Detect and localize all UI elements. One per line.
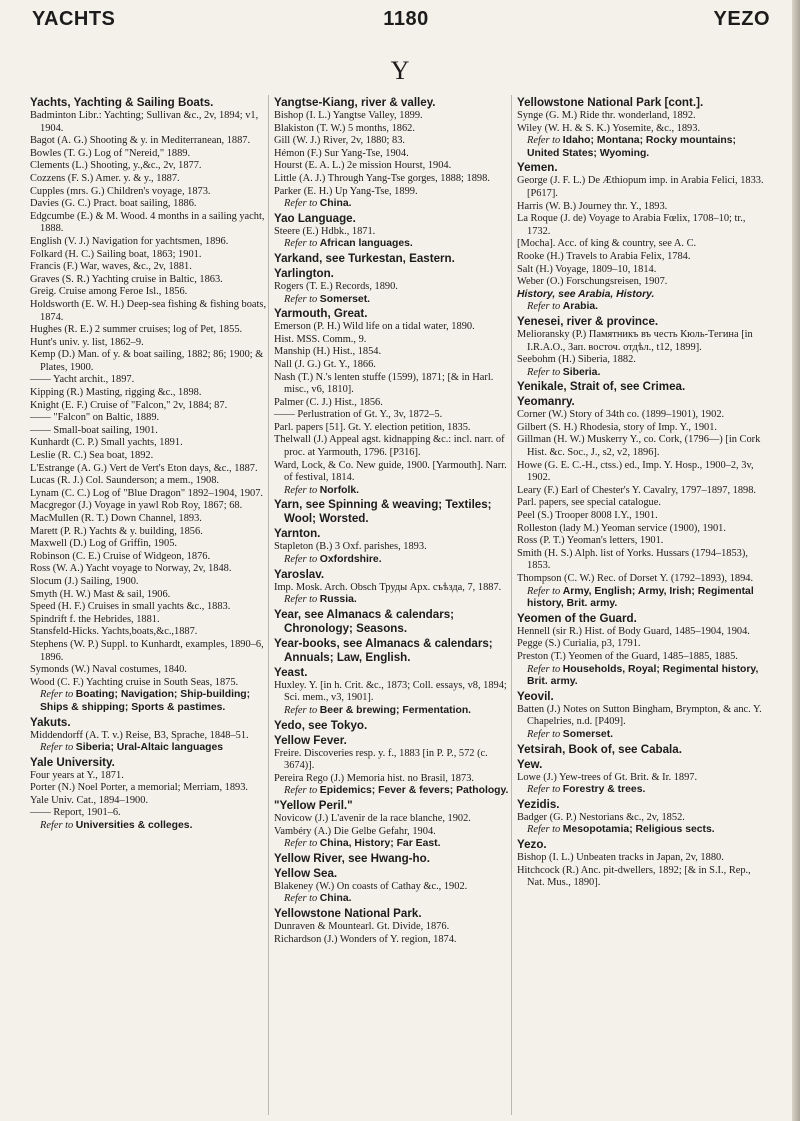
cross-reference-target: Somerset. [319,293,371,305]
section-letter: Y [390,56,410,85]
catalogue-entry: Graves (S. R.) Yachting cruise in Baltic, 1863. [30,273,223,285]
catalogue-entry: Melioransky (P.) Памятникъ въ честь Кюль-Тегина [in I.R.A.O., Зап. восточ. отдѣл., t12, 1899]. [517,328,753,353]
catalogue-entry: Lucas (R. J.) Col. Saunderson; a mem., 1908. [30,475,220,487]
catalogue-entry: Leslie (R. C.) Sea boat, 1892. [30,450,154,462]
catalogue-entry: Slocum (J.) Sailing, 1900. [30,575,139,587]
subject-heading: Yaroslav. [274,567,325,581]
catalogue-entry: Blakeney (W.) On coasts of Cathay &c., 1902. [274,880,468,892]
sub-heading: History, see Arabia, History. [517,288,655,300]
catalogue-entry: —— Small-boat sailing, 1901. [30,424,158,436]
catalogue-entry: Speed (H. F.) Cruises in small yachts &c., 1883. [30,601,231,613]
cross-reference-target: Somerset. [562,728,614,740]
cross-reference [274,554,514,567]
refer-to-label: Refer to [284,594,318,606]
catalogue-entry: [Mocha]. Acc. of king & country, see A. C. [517,238,697,250]
refer-to-label: Refer to [284,484,318,496]
catalogue-entry: Corner (W.) Story of 34th co. (1899–1901), 1902. [517,409,725,421]
cross-reference [274,785,514,798]
cross-reference-target: Forestry & trees. [562,784,646,796]
cross-reference-target: Oxfordshire. [319,554,382,566]
catalogue-entry: Smyth (H. W.) Mast & sail, 1906. [30,588,171,600]
catalogue-entry: Ward, Lock, & Co. New guide, 1900. [Yarmouth]. Narr. of festival, 1814. [274,459,507,484]
cross-reference [30,689,270,714]
refer-to-label: Refer to [284,198,318,210]
catalogue-entry: Rooke (H.) Travels to Arabia Felix, 1784. [517,250,691,262]
cross-reference [274,594,514,607]
catalogue-entry: Marett (P. R.) Yachts & y. building, 1856. [30,525,203,537]
catalogue-entry: Steere (E.) Hdbk., 1871. [274,225,376,237]
subject-heading: Yarnton. [274,527,321,541]
catalogue-entry: Dunraven & Mountearl. Gt. Divide, 1876. [274,920,450,932]
subject-heading: Yezidis. [517,797,560,811]
column-3 [517,95,765,890]
page-edge [792,0,800,1121]
catalogue-entry: Salt (H.) Voyage, 1809–10, 1814. [517,263,657,275]
catalogue-entry: Clements (L.) Shooting, y.,&c., 2v, 1877. [30,160,202,172]
page-number: 1180 [383,8,429,30]
catalogue-entry: Vambéry (A.) Die Gelbe Gefahr, 1904. [274,825,436,837]
catalogue-entry: George (J. F. L.) De Æthiopum imp. in Arabia Felici, 1833. [P617]. [517,175,764,199]
catalogue-entry: Kipping (R.) Masting, rigging &c., 1898. [30,387,202,399]
catalogue-entry: Macgregor (J.) Voyage in yawl Rob Roy, 1867; 68. [30,500,243,512]
cross-reference-target: China. [319,198,352,210]
catalogue-entry: Smith (H. S.) Alph. list of Yorks. Hussars (1794–1853), 1853. [517,547,748,572]
cross-reference [517,367,765,380]
catalogue-entry: Pegge (S.) Curialia, p3, 1791. [517,638,641,650]
catalogue-entry: Wood (C. F.) Yachting cruise in South Seas, 1875. [30,676,239,688]
refer-to-label: Refer to [284,238,318,250]
subject-heading: Yeast. [274,665,308,679]
cross-reference-target: China, History; Far East. [319,838,441,850]
column-2 [274,95,514,946]
catalogue-entry: Weber (O.) Forschungsreisen, 1907. [517,276,668,288]
catalogue-entry: Palmer (C. J.) Hist., 1856. [274,396,383,408]
cross-reference-target: Universities & colleges. [75,820,193,832]
cross-reference-target: African languages. [319,238,413,250]
catalogue-entry: Francis (F.) War, waves, &c., 2v, 1881. [30,261,192,273]
cross-reference-target: Mesopotamia; Religious sects. [562,824,715,836]
catalogue-entry: Stephens (W. P.) Suppl. to Kunhardt, examples, 1890–6, 1896. [30,638,264,663]
cross-reference-target: Siberia; Ural-Altaic languages [75,742,224,754]
catalogue-entry: Middendorff (A. T. v.) Reise, B3, Sprache, 1848–51. [30,729,249,741]
cross-reference-target: China. [319,893,352,905]
catalogue-entry: Greig. Cruise among Feroe Isl., 1856. [30,286,188,298]
catalogue-entry: —— Perlustration of Gt. Y., 3v, 1872–5. [274,409,443,421]
refer-to-label: Refer to [284,838,318,850]
cross-reference-target: Beer & brewing; Fermentation. [319,705,472,716]
catalogue-entry: Imp. Mosk. Arch. Obsch Труды Арх. съѣзда, 7, 1887. [274,581,502,593]
subject-heading: Yellowstone National Park. [274,906,422,920]
catalogue-entry: Rogers (T. E.) Records, 1890. [274,280,398,292]
catalogue-entry: Gilbert (S. H.) Rhodesia, story of Imp. Y., 1901. [517,421,718,433]
catalogue-entry: Robinson (C. E.) Cruise of Widgeon, 1876. [30,550,211,562]
catalogue-entry: Stapleton (B.) 3 Oxf. parishes, 1893. [274,541,427,553]
cross-reference-target: Russia. [319,594,357,606]
catalogue-entry: Kunhardt (C. P.) Small yachts, 1891. [30,437,183,449]
cross-reference-target: Arabia. [562,301,599,313]
cross-reference [517,135,765,160]
catalogue-entry: Bowles (T. G.) Log of "Nereid," 1889. [30,147,191,159]
column-1 [30,95,270,833]
cross-reference-target: Boating; Navigation; Ship-building; Ships & shipping; Sports & pastimes. [40,689,251,713]
subject-heading: Yellow Fever. [274,733,347,747]
subject-heading: Yedo, see Tokyo. [274,718,368,732]
catalogue-entry: Badger (G. P.) Nestorians &c., 2v, 1852. [517,811,685,823]
catalogue-entry: Huxley. Y. [in h. Crit. &c., 1873; Coll. essays, v8, 1894; Sci. mem., v3, 1901]. [274,679,507,704]
subject-heading: Yemen. [517,161,558,175]
refer-to-label: Refer to [527,824,561,836]
cross-reference [30,820,270,833]
catalogue-entry: Thelwall (J.) Appeal agst. kidnapping &c.: incl. narr. of proc. at Yarmouth, 1796. [P316]. [274,434,505,459]
subject-heading: Year-books, see Almanacs & calendars; Annuals; Law, English. [274,636,493,664]
cross-reference-target: Army, English; Army, Irish; Regimental history, Brit. army. [527,585,754,610]
catalogue-entry: Bagot (A. G.) Shooting & y. in Mediterranean, 1887. [30,135,251,147]
catalogue-entry: Peel (S.) Trooper 8008 I.Y., 1901. [517,510,658,522]
refer-to-label: Refer to [527,585,561,597]
catalogue-entry: —— Report, 1901–6. [30,807,121,819]
catalogue-entry: Badminton Libr.: Yachting; Sullivan &c., 2v, 1894; v1, 1904. [30,110,259,134]
catalogue-entry: Hémon (F.) Sur Yang-Tse, 1904. [274,147,409,159]
subject-heading: Yellow Sea. [274,866,338,880]
subject-heading: Yakuts. [30,715,71,729]
catalogue-entry: Hennell (sir R.) Hist. of Body Guard, 1485–1904, 1904. [517,625,750,637]
catalogue-entry: MacMullen (R. T.) Down Channel, 1893. [30,513,202,524]
catalogue-entry: Novicow (J.) L'avenir de la race blanche, 1902. [274,812,471,824]
cross-reference [517,301,765,314]
catalogue-entry: Gill (W. J.) River, 2v, 1880; 83. [274,135,405,147]
catalogue-entry: Gillman (H. W.) Muskerry Y., co. Cork, (1796—) [in Cork Hist. &c. Soc., J., s2, v2, 1896]. [517,434,761,459]
cross-reference [274,238,514,251]
catalogue-entry: Hourst (E. A. L.) 2e mission Hourst, 1904. [274,160,452,172]
cross-reference [274,705,514,718]
catalogue-entry: Nall (J. G.) Gt. Y., 1866. [274,358,376,370]
cross-reference [517,729,765,742]
catalogue-entry: La Roque (J. de) Voyage to Arabia Fœlix, 1708–10; tr., 1732. [517,213,746,237]
subject-heading: Yarkand, see Turkestan, Eastern. [274,251,455,265]
refer-to-label: Refer to [527,366,561,378]
catalogue-entry: L'Estrange (A. G.) Vert de Vert's Eton days, &c., 1887. [30,462,258,474]
subject-heading: Yellow River, see Hwang-ho. [274,851,430,865]
catalogue-entry: Hughes (R. E.) 2 summer cruises; log of Pet, 1855. [30,324,243,336]
catalogue-entry: Symonds (W.) Naval costumes, 1840. [30,664,187,676]
catalogue-entry: Lynam (C. C.) Log of "Blue Dragon" 1892–1904, 1907. [30,487,264,499]
cross-reference [274,294,514,307]
catalogue-entry: Porter (N.) Noel Porter, a memorial; Merriam, 1893. [30,782,249,794]
catalogue-entry: Cupples (mrs. G.) Children's voyage, 1873. [30,185,211,197]
catalogue-entry: Seebohm (H.) Siberia, 1882. [517,354,636,366]
catalogue-entry: Blakiston (T. W.) 5 months, 1862. [274,122,415,134]
subject-heading: Yeomen of the Guard. [517,611,637,625]
refer-to-label: Refer to [527,301,561,313]
catalogue-entry: Knight (E. F.) Cruise of "Falcon," 2v, 1884; 87. [30,399,228,411]
subject-heading: Yangtse-Kiang, river & valley. [274,96,436,109]
subject-heading: "Yellow Peril." [274,798,353,812]
catalogue-entry: Folkard (H. C.) Sailing boat, 1863; 1901. [30,248,202,260]
cross-reference [517,824,765,837]
running-header [32,4,780,40]
subject-heading: Year, see Almanacs & calendars; Chronology; Seasons. [274,607,455,635]
refer-to-label: Refer to [284,785,318,797]
subject-heading: Yenesei, river & province. [517,314,659,328]
catalogue-entry: Emerson (P. H.) Wild life on a tidal water, 1890. [274,321,475,333]
subject-heading: Yellowstone National Park [cont.]. [517,96,704,109]
catalogue-entry: Leary (F.) Earl of Chester's Y. Cavalry, 1797–1897, 1898. [517,484,757,496]
cross-reference [274,838,514,851]
refer-to-label: Refer to [284,705,318,716]
catalogue-entry: Synge (G. M.) Ride thr. wonderland, 1892. [517,110,696,121]
subject-heading: Yenikale, Strait of, see Crimea. [517,380,686,394]
subject-heading: Yeomanry. [517,395,575,409]
refer-to-label: Refer to [40,742,74,754]
refer-to-label: Refer to [40,820,74,832]
catalogue-entry: Howe (G. E. C.-H., ctss.) ed., Imp. Y. Hosp., 1900–2, 3v, 1902. [517,459,754,484]
catalogue-entry: —— "Falcon" on Baltic, 1889. [30,412,160,424]
catalogue-entry: Yale Univ. Cat., 1894–1900. [30,794,149,806]
subject-heading: Yarn, see Spinning & weaving; Textiles; Wool; Worsted. [274,498,492,526]
cross-reference [30,742,270,755]
catalogue-entry: Hunt's univ. y. list, 1862–9. [30,336,144,348]
cross-reference-target: Households, Royal; Regimental history, Brit. army. [527,663,759,688]
catalogue-entry: Wiley (W. H. & S. K.) Yosemite, &c., 1893. [517,122,701,134]
catalogue-entry: Parl. papers, see special catalogue. [517,497,661,509]
catalogue-entry: Edgcumbe (E.) & M. Wood. 4 months in a sailing yacht, 1888. [30,210,265,235]
cross-reference [274,485,514,498]
cross-reference-target: Idaho; Montana; Rocky mountains; United States; Wyoming. [527,135,736,159]
catalogue-entry: Pereira Rego (J.) Memoria hist. no Brasil, 1873. [274,772,474,784]
subject-heading: Yachts, Yachting & Sailing Boats. [30,96,214,109]
catalogue-entry: Batten (J.) Notes on Sutton Bingham, Brympton, & anc. Y. Chapelries, n.d. [P409]. [517,703,762,728]
catalogue-entry: Freire. Discoveries resp. y. f., 1883 [in P. P., 572 (c. 3674)]. [274,747,488,772]
catalogue-entry: Little (A. J.) Through Yang-Tse gorges, 1888; 1898. [274,172,490,184]
catalogue-entry: Hitchcock (R.) Anc. pit-dwellers, 1892; [& in S.I., Rep., Nat. Mus., 1890]. [517,864,751,889]
refer-to-label: Refer to [40,689,74,701]
catalogue-entry: Manship (H.) Hist., 1854. [274,346,382,358]
catalogue-entry: Lowe (J.) Yew-trees of Gt. Brit. & Ir. 1897. [517,771,698,783]
header-right-word: YEZO [713,8,770,30]
header-left-word: YACHTS [32,8,116,30]
subject-heading: Yao Language. [274,211,356,225]
catalogue-entry: Cozzens (F. S.) Amer. y. & y., 1887. [30,172,180,184]
catalogue-entry: Harris (W. B.) Journey thr. Y., 1893. [517,200,668,212]
refer-to-label: Refer to [284,554,318,566]
subject-heading: Yetsirah, Book of, see Cabala. [517,742,682,756]
subject-heading: Yew. [517,757,543,771]
subject-heading: Yarmouth, Great. [274,307,368,321]
catalogue-entry: —— Yacht archit., 1897. [30,374,135,386]
catalogue-entry: Kemp (D.) Man. of y. & boat sailing, 1882; 86; 1900; & Plates, 1900. [30,349,264,373]
refer-to-label: Refer to [527,663,561,675]
catalogue-entry: Parl. papers [51]. Gt. Y. election petition, 1835. [274,421,471,433]
cross-reference [274,198,514,211]
cross-reference [517,586,765,611]
subject-heading: Yale University. [30,755,115,769]
catalogue-entry: Holdsworth (E. W. H.) Deep-sea fishing & fishing boats, 1874. [30,298,267,323]
refer-to-label: Refer to [527,728,561,740]
cross-reference [517,784,765,797]
catalogue-entry: Nash (T.) N.'s lenten stuffe (1599), 1871; [& in Harl. misc., v6, 1810]. [274,371,494,396]
cross-reference-target: Norfolk. [319,484,360,496]
catalogue-entry: Stansfeld-Hicks. Yachts,boats,&c.,1887. [30,626,198,638]
refer-to-label: Refer to [527,784,561,796]
catalogue-entry: Hist. MSS. Comm., 9. [274,333,367,345]
subject-heading: Yezo. [517,837,547,851]
catalogue-entry: Maxwell (D.) Log of Griffin, 1905. [30,538,177,550]
refer-to-label: Refer to [284,893,318,905]
catalogue-entry: Preston (T.) Yeomen of the Guard, 1485–1885, 1885. [517,650,738,662]
catalogue-entry: Rolleston (lady M.) Yeoman service (1900), 1901. [517,522,726,534]
catalogue-entry: Ross (P. T.) Yeoman's letters, 1901. [517,535,664,547]
refer-to-label: Refer to [527,135,561,147]
catalogue-entry: Four years at Y., 1871. [30,769,124,781]
catalogue-entry: Parker (E. H.) Up Yang-Tse, 1899. [274,185,418,197]
subject-heading: Yarlington. [274,266,334,280]
catalogue-entry: Bishop (I. L.) Unbeaten tracks in Japan, 2v, 1880. [517,851,724,863]
cross-reference-target: Epidemics; Fever & fevers; Pathology. [319,785,509,797]
catalogue-entry: Bishop (I. L.) Yangtse Valley, 1899. [274,110,423,121]
catalogue-entry: Davies (G. C.) Pract. boat sailing, 1886. [30,198,197,210]
refer-to-label: Refer to [284,293,318,305]
cross-reference [274,893,514,906]
catalogue-entry: Spindrift f. the Hebrides, 1881. [30,613,160,625]
catalogue-entry: Ross (W. A.) Yacht voyage to Norway, 2v, 1848. [30,563,232,575]
catalogue-entry: Richardson (J.) Wonders of Y. region, 1874. [274,933,457,945]
catalogue-entry: Thompson (C. W.) Rec. of Dorset Y. (1792–1893), 1894. [517,573,754,584]
catalogue-entry: English (V. J.) Navigation for yachtsmen, 1896. [30,235,229,247]
subject-heading: Yeovil. [517,689,554,703]
cross-reference-target: Siberia. [562,366,601,378]
cross-reference [517,664,765,689]
